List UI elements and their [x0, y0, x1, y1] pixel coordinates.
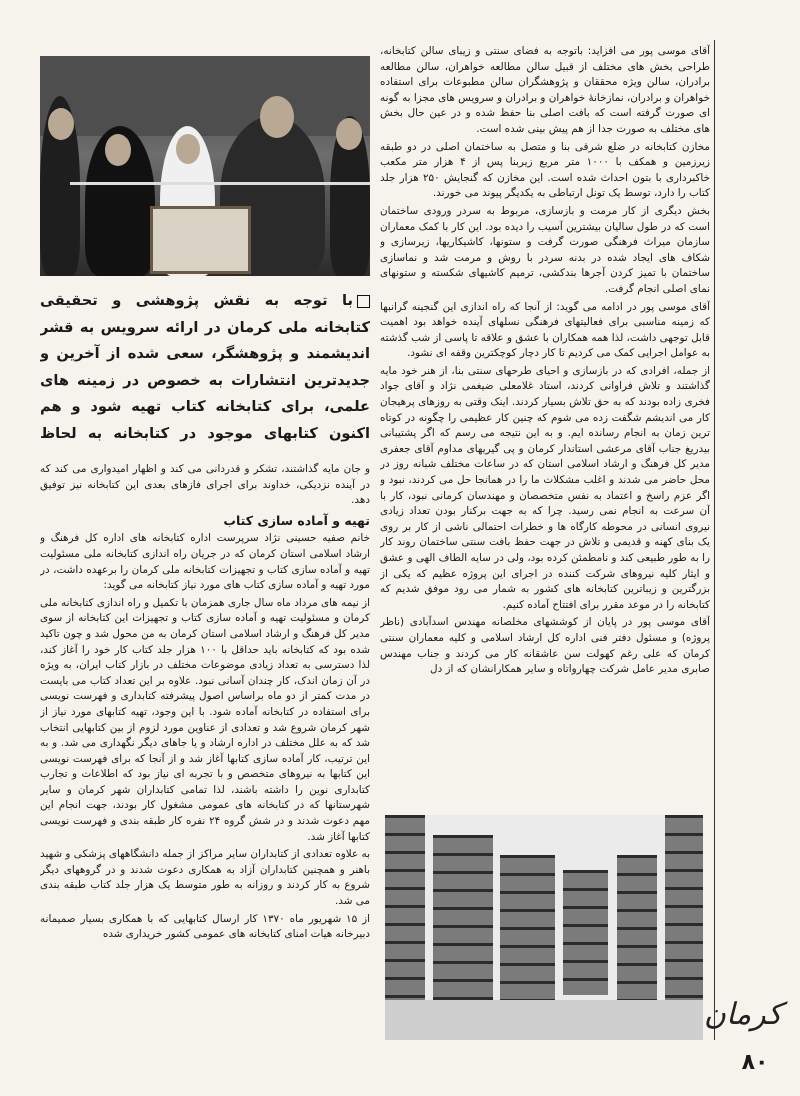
paragraph: آقای موسی پور در ادامه می گوید: از آنجا که راه اندازی این گنجینه گرانبها که زمینه مناسبی برای فعالیتهای فرهنگی نسلهای آینده خواهد بود اهمیت قابل توجهی داشت، لذا همه همکاران با عشق و علاقه تا پاسی از شب گذشته به عوامل اجرایی کمک می کردیم تا کار دچار کوچکترین وقفه ای نشود.: [380, 300, 710, 360]
paragraph: به علاوه تعدادی از کتابداران سایر مراکز از جمله دانشگاههای پزشکی و شهید باهنر و همچنین کتابداران آزاد به همکاری دعوت شدند و در گروههای دیگر شروع به کار کردند و روزانه به طور متوسط یک هزار جلد کتاب طبقه بندی می شد.: [40, 848, 370, 908]
square-bullet-icon: [357, 295, 370, 308]
paragraph: و جان مایه گذاشتند، تشکر و قدردانی می کند و اظهار امیدواری می کند که در آینده نزدیکی، خداوند برای اجرای فازهای بعدی این کتابخانه نیز توفیق دهد.: [40, 463, 370, 507]
paragraph: از نیمه های مرداد ماه سال جاری همزمان با تکمیل و راه اندازی کتابخانه ملی کرمان و مسئولیت تهیه و آماده سازی کتاب و تجهیزات این کتابخانه از سوی مدیر کل فرهنگ و ارشاد اسلامی استان کرمان به من محول شد و چون تاکید شده بود که کتابخانه باید حداقل با ۱۰۰ هزار جلد کتاب کار خود را آغاز کند، لذا دسترسی به تعداد زیادی موضوعات مختلف در بازار کتاب ایران، به ویژه در آن زمان اندک، کار چندان آسانی نبود. علاوه بر این تعداد کتاب می بایست در مدت کمتر از دو ماه براساس اصول پیشرفته کتابداری و فهرست نویسی برای استفاده در کتابخانه آماده شود. با این وجود، تهیه کتابهای مورد نیاز از شهر کرمان شروع شد و تعدادی از عناوین مورد لزوم از بین کتابهایی انتخاب شد که به علل مختلف در اداره ارشاد و یا جاهای دیگر نگهداری می شد. و به این ترتیب، کار آماده سازی کتابها آغاز شد و از آنجا که برای فهرست نویسی این کتابها به نیروهای متخصص و با تجربه ای نیاز بود که اطلاعات و تجارب کتابداری نوین را داشته باشند، لذا تمامی کتابداران شهر کرمان و سایر شهرستانها که در کتابخانه های عمومی مشغول کار بودند، جهت انجام این مهم دعوت شدند و در شش گروه ۲۴ نفره کار طبقه بندی و فهرست نویسی کتابها آغاز شد.: [40, 596, 370, 843]
paragraph: از ۱۵ شهریور ماه ۱۳۷۰ کار ارسال کتابهایی که با همکاری بسیار صمیمانه دبیرخانه هیات امنای کتابخانه های عمومی کشور خریداری شده: [40, 912, 370, 941]
article-column-right: [380, 44, 710, 800]
ribbon-cutting-photo: [40, 56, 370, 276]
paragraph: مخازن کتابخانه در ضلع شرقی بنا و متصل به ساختمان اصلی در دو طبقه زیرزمین و همکف با ۱۰۰۰ متر مربع زیربنا پس از ۴ هزار متر مکعب خاکبرداری با بتون احداث شده است. این مخازن که گنجایش ۲۵۰ هزار جلد کتاب را دارد، توسط یک تونل ارتباطی به یکدیگر پیوند می خورند.: [380, 140, 710, 200]
pull-quote: با توجه به نقش پژوهشی و تحقیقی کتابخانه ملی کرمان در ارائه سرویس به قشر اندیشمند و پژوهشگر، سعی شده از آخرین و جدیدترین انتشارات به خصوص در زمینه های علمی، برای کتابخانه کتاب تهیه شود و هم اکنون کتابهای موجود در کتابخانه به لحاظ: [40, 292, 370, 442]
article-column-left: [40, 462, 370, 1052]
section-heading: تهیه و آماده سازی کتاب: [223, 512, 370, 528]
paragraph: آقای موسی پور در پایان از کوششهای مخلصانه مهندس اسدآبادی (ناظر پروژه) و مسئول دفتر فنی اداره کل ارشاد اسلامی و کلیه معماران سنتی کرمان که علی رغم کهولت سن عاشقانه کار می کردند و جناب مهندس صابری مدیر عامل شرکت چهارواتاه و سایر همکارانشان که از دل: [380, 616, 710, 676]
library-stacks-photo: [385, 815, 703, 1040]
page-number: ۸۰: [741, 1050, 769, 1075]
paragraph: بخش دیگری از کار مرمت و بازسازی، مربوط به سردر ورودی ساختمان است که در طول سالیان بیشترین آسیب را دیده بود. این کار با کمک معماران سازمان میراث فرهنگی صورت گرفت و ستونها، کاشیکاریها، زیرسازی و شکاف های ایجاد شده در بدنه سردر با روش و مرمت شد و نماسازی ساختمان با تمیز کردن آجرها بندکشی، ترمیم کاشیهای شکسته و ستونهای نمای اصلی انجام گرفت.: [380, 204, 710, 295]
paragraph: از جمله، افرادی که در بازسازی و احیای طرحهای سنتی بنا، از هنر خود مایه گذاشتند و تلاش فراوانی کردند، استاد غلامعلی ضیغمی نژاد و آقای جواد فخری زاده بودند که به حق تلاش بسیار کردند. اینک وقتی به روزهای پرهیجان کار می اندیشم شگفت زده می شوم که چنین کار عظیمی را چگونه در کوتاه ترین زمان به انجام رسانده ایم. و به این نتیجه می رسم که اگر پشتیبانی بیدریغ جناب آقای مرعشی استاندار کرمان و پی گیریهای مداوم آقای جعفری مدیر کل فرهنگ و ارشاد اسلامی استان که در ساعات مختلف شبانه روز در محل حاضر می شدند و اغلب مشکلات ما را در همانجا حل می کردند، نبود و اگر عزم راسخ و اعتماد به نفس متخصصان و مهندسان کرمانی نبود، کار با آن سرعت به انجام نمی رسید. چرا که به جهت برکنار بودن تعداد زیادی نیروی انسانی در محوطه کارگاه ها و خطرات احتمالی ناشی از کار بر روی یک بنای کهنه و قدیمی و تلاش در جهت حفظ بافت سنتی ساختمان روند کار را به طور طبیعی کند و نامطمئن کرده بود، ولی در سایه الطاف الهی و عشق و ایثار کلیه نیروهای شرکت کننده در اجرای این پروژه عظیم که یکی از بزرگترین و زیباترین کتابخانه های کشور به شمار می رود موفق شدیم که کتابخانه را در موعد مقرر برای افتتاح آماده کنیم.: [380, 364, 710, 611]
paragraph: آقای موسی پور می افزاید: باتوجه به فضای سنتی و زیبای سالن کتابخانه، طراحی بخش های مختلف از قبیل سالن مطالعه خواهران، سالن مطالعه برادران، سالن ویژه محققان و پژوهشگران سالن مطبوعات برای استفاده خواهران و برادران، نمازخانهٔ خواهران و برادران و سرویس های مجزا به گونه ای صورت گرفته است که بافت اصلی بنا حفظ شده و در عین حال بخش های مختلف به صورت جدا از هم پیش بینی شده است.: [380, 45, 710, 135]
column-rule: [714, 40, 715, 1040]
paragraph: خانم صفیه حسینی نژاد سرپرست اداره کتابخانه های اداره کل فرهنگ و ارشاد اسلامی استان کرمان که در جریان راه اندازی کتابخانه ملی مسئولیت تهیه و آماده سازی کتاب و تجهیزات کتابخانه ملی کرمان را برعهده داشت، در مورد تهیه و آماده سازی کتاب های مورد نیاز کتابخانه می گوید:: [40, 532, 370, 592]
magazine-logo: کرمان: [703, 997, 782, 1032]
